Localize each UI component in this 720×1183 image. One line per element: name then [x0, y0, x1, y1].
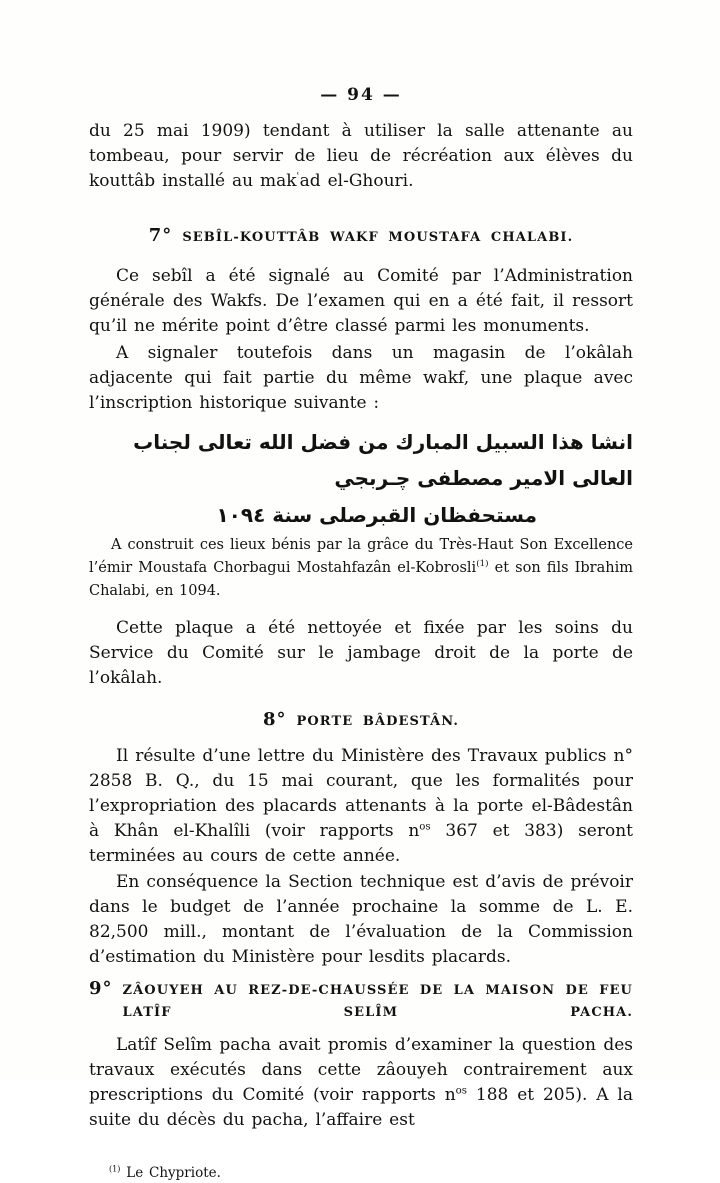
paragraph-section-technique: En conséquence la Section technique est d’avis de prévoir dans le budget de l’année prochaine la somme de L. E. 82,500 mill., montant de l’évaluation de la Commission d’estimation du Ministère pour lesdits placards.	[89, 872, 633, 967]
paragraph-sebil-signale: Ce sebîl a été signalé au Comité par l’Administration générale des Wakfs. De l’examen qui en a été fait, il ressort qu’il ne mérite point d’être classé parmi les monuments.	[89, 266, 633, 336]
section-number: 8°	[262, 709, 287, 730]
paragraph-lettre-ministere	[89, 744, 633, 869]
ayin-superscript: ʿ	[296, 171, 300, 183]
section-heading-8	[89, 706, 633, 733]
section-number: 7°	[148, 225, 173, 246]
arabic-inscription-line-2: مستحفظان القبرصلى سنة ١٠٩٤	[216, 503, 537, 527]
arabic-inscription-line-1: انشا هذا السبيل المبارك من فضل الله تعالى لجناب العالى الامير مصطفى چـربجي	[133, 430, 633, 490]
page-number: — 94 —	[320, 85, 402, 105]
paragraph-text: Latîf Selîm pacha avait promis d’examiner la question des travaux exécutés dans cette zâouyeh contrairement aux prescriptions du Comité (voir rapports n	[89, 1035, 633, 1105]
footnote-marker: (1)	[109, 1163, 121, 1174]
footnote-text: Le Chypriote.	[120, 1165, 221, 1181]
paragraph-text: ad el-Ghouri.	[299, 171, 414, 191]
translation-text: et son fils Ibrahim Chalabi, en 1094.	[89, 560, 633, 599]
footnote	[109, 1163, 633, 1183]
paragraph-continuation	[89, 119, 633, 194]
paragraph-text: 188 et 205). A la suite du décès du pacha, l’affaire est	[89, 1085, 633, 1130]
paragraph-plaque-nettoyee: Cette plaque a été nettoyée et fixée par les soins du Service du Comité sur le jambage droit de la porte de l’okâlah.	[89, 618, 633, 688]
paragraph-a-signaler: A signaler toutefois dans un magasin de l’okâlah adjacente qui fait partie du même wakf, une plaque avec l’inscription historique suivante :	[89, 343, 633, 413]
numero-superscript: os	[419, 821, 431, 833]
numero-superscript: os	[455, 1085, 468, 1097]
paragraph-latif-selim	[89, 1033, 633, 1133]
paragraph-text: 367 et 383) seront terminées au cours de cette année.	[89, 821, 633, 866]
paragraph-text: du 25 mai 1909) tendant à utiliser la salle attenante au tombeau, pour servir de lieu de récréation aux élèves du kouttâb installé au mak	[89, 121, 633, 191]
section-title: ZÂOUYEH AU REZ-DE-CHAUSSÉE DE LA MAISON DE FEU LATÎF SELÎM PACHA.	[122, 983, 633, 1020]
section-title: SEBÎL-KOUTTÂB WAKF MOUSTAFA CHALABI.	[182, 230, 574, 245]
inscription-translation	[89, 534, 633, 603]
footnote-reference: (1)	[476, 559, 489, 570]
translation-text: A construit ces lieux bénis par la grâce du Très-Haut Son Excellence l’émir Moustafa Chorbagui Mostahfazân el-Kobrosli	[89, 537, 633, 576]
section-number: 9°	[89, 978, 113, 999]
section-heading-7	[89, 222, 633, 249]
paragraph-text: Il résulte d’une lettre du Ministère des Travaux publics n° 2858 B. Q., du 15 mai courant, que les formalités pour l’expropriation des placards attenants à la porte el-Bâdestân à Khân el-Khalîli (voir rapports n	[89, 746, 633, 841]
text-column	[89, 0, 633, 1183]
section-heading-9	[89, 978, 633, 1024]
section-title: PORTE BÂDESTÂN.	[296, 714, 460, 729]
